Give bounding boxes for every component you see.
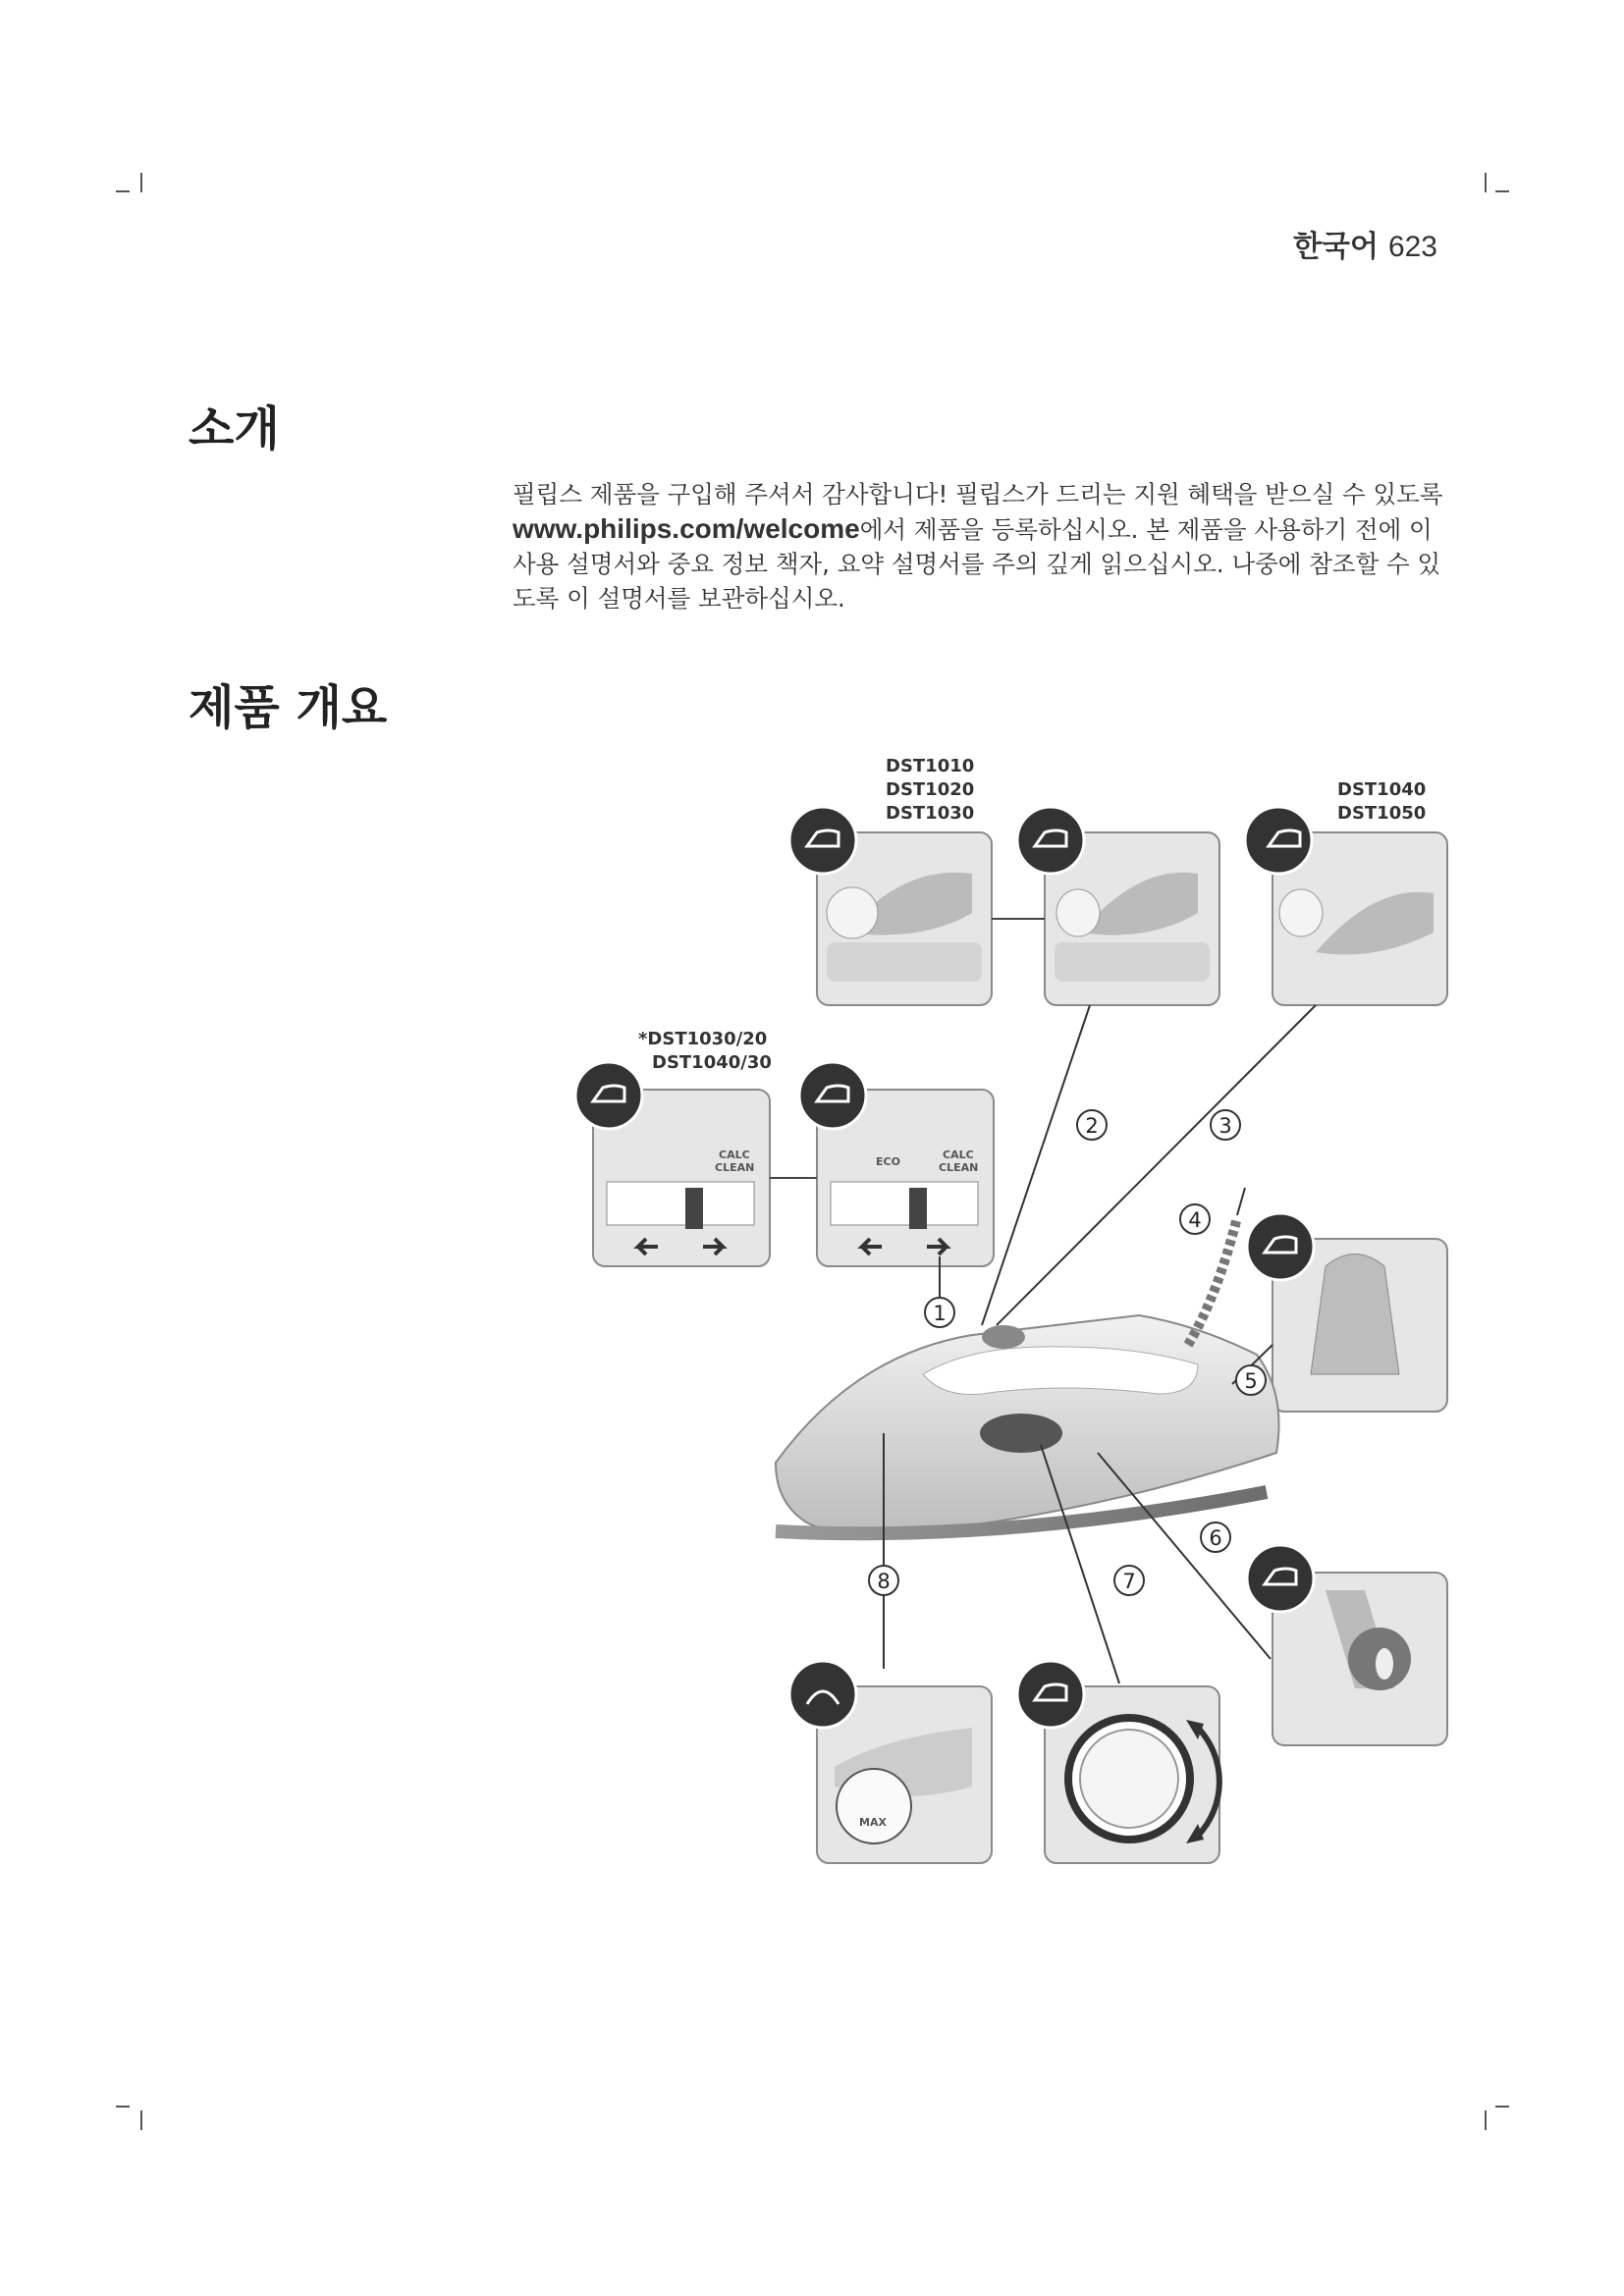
model-label: DST1030	[886, 803, 975, 824]
model-list-top-left	[886, 756, 974, 824]
callout-5	[1236, 1365, 1266, 1395]
svg-text:6: 6	[1209, 1526, 1222, 1550]
model-label: DST1040/30	[652, 1052, 772, 1073]
model-label: DST1020	[886, 779, 975, 800]
clean-label: CLEAN	[715, 1161, 755, 1174]
steam-icon-badge	[799, 1062, 866, 1129]
calc-label: CALC	[719, 1148, 750, 1161]
water-fill-icon-badge	[789, 1661, 856, 1728]
clean-label: CLEAN	[939, 1161, 979, 1174]
model-list-top-right	[1337, 779, 1426, 824]
crop-mark	[1495, 2106, 1509, 2108]
steam-icon-badge	[575, 1062, 642, 1129]
soleplate-icon-badge	[1247, 1213, 1314, 1280]
callout-1	[925, 1298, 954, 1327]
crop-mark	[140, 2110, 142, 2130]
page-number: 623	[1387, 231, 1437, 263]
temperature-icon-badge	[1247, 1545, 1314, 1612]
calc-label: CALC	[943, 1148, 974, 1161]
model-label: DST1050	[1337, 803, 1427, 824]
callout-7	[1114, 1566, 1144, 1595]
model-label: *DST1030/20	[638, 1029, 768, 1049]
crop-mark	[116, 2106, 130, 2108]
steam-boost-icon-badge	[1017, 807, 1084, 874]
section-title-intro: 소개	[189, 401, 280, 456]
callout-6	[1201, 1522, 1230, 1552]
model-label: DST1040	[1337, 779, 1427, 800]
running-header	[1293, 222, 1437, 265]
header-language: 한국어	[1292, 230, 1379, 264]
callout-8	[869, 1566, 898, 1595]
svg-text:4: 4	[1188, 1208, 1202, 1232]
callout-4	[1180, 1204, 1210, 1234]
svg-text:5: 5	[1244, 1369, 1258, 1393]
crop-mark	[1495, 190, 1509, 192]
svg-text:2: 2	[1085, 1114, 1099, 1138]
crop-mark	[140, 173, 142, 192]
spray-icon-badge	[1245, 807, 1312, 874]
svg-text:3: 3	[1218, 1114, 1232, 1138]
crop-mark	[116, 190, 130, 192]
section-title-overview: 제품 개요	[189, 680, 388, 735]
intro-paragraph	[513, 477, 1445, 615]
intro-text-2: 에서 제품을 등록하십시오. 본 제품을 사용하기 전에 이 사용 설명서와 중요 정보 책자, 요약 설명서를 주의 깊게 읽으십시오. 나중에 참조할 수 있도록 이 설명서를 보관하십시오.	[513, 515, 1441, 613]
welcome-url-link[interactable]: www.philips.com/welcome	[513, 513, 860, 544]
crop-mark	[1485, 173, 1487, 192]
max-label: MAX	[859, 1816, 887, 1829]
svg-text:7: 7	[1122, 1570, 1136, 1593]
temperature-dial-icon-badge	[1017, 1661, 1084, 1728]
product-overview-figure	[511, 746, 1453, 1875]
svg-text:1: 1	[933, 1302, 947, 1325]
model-label: DST1010	[886, 756, 975, 776]
model-list-left	[638, 1029, 772, 1073]
steam-boost-icon-badge	[789, 807, 856, 874]
callout-3	[1211, 1110, 1240, 1140]
callout-2	[1077, 1110, 1107, 1140]
eco-label: ECO	[876, 1155, 900, 1168]
crop-mark	[1485, 2110, 1487, 2130]
svg-text:8: 8	[877, 1570, 891, 1593]
intro-text-1: 필립스 제품을 구입해 주셔서 감사합니다! 필립스가 드리는 지원 혜택을 받으실 수 있도록	[513, 480, 1443, 508]
